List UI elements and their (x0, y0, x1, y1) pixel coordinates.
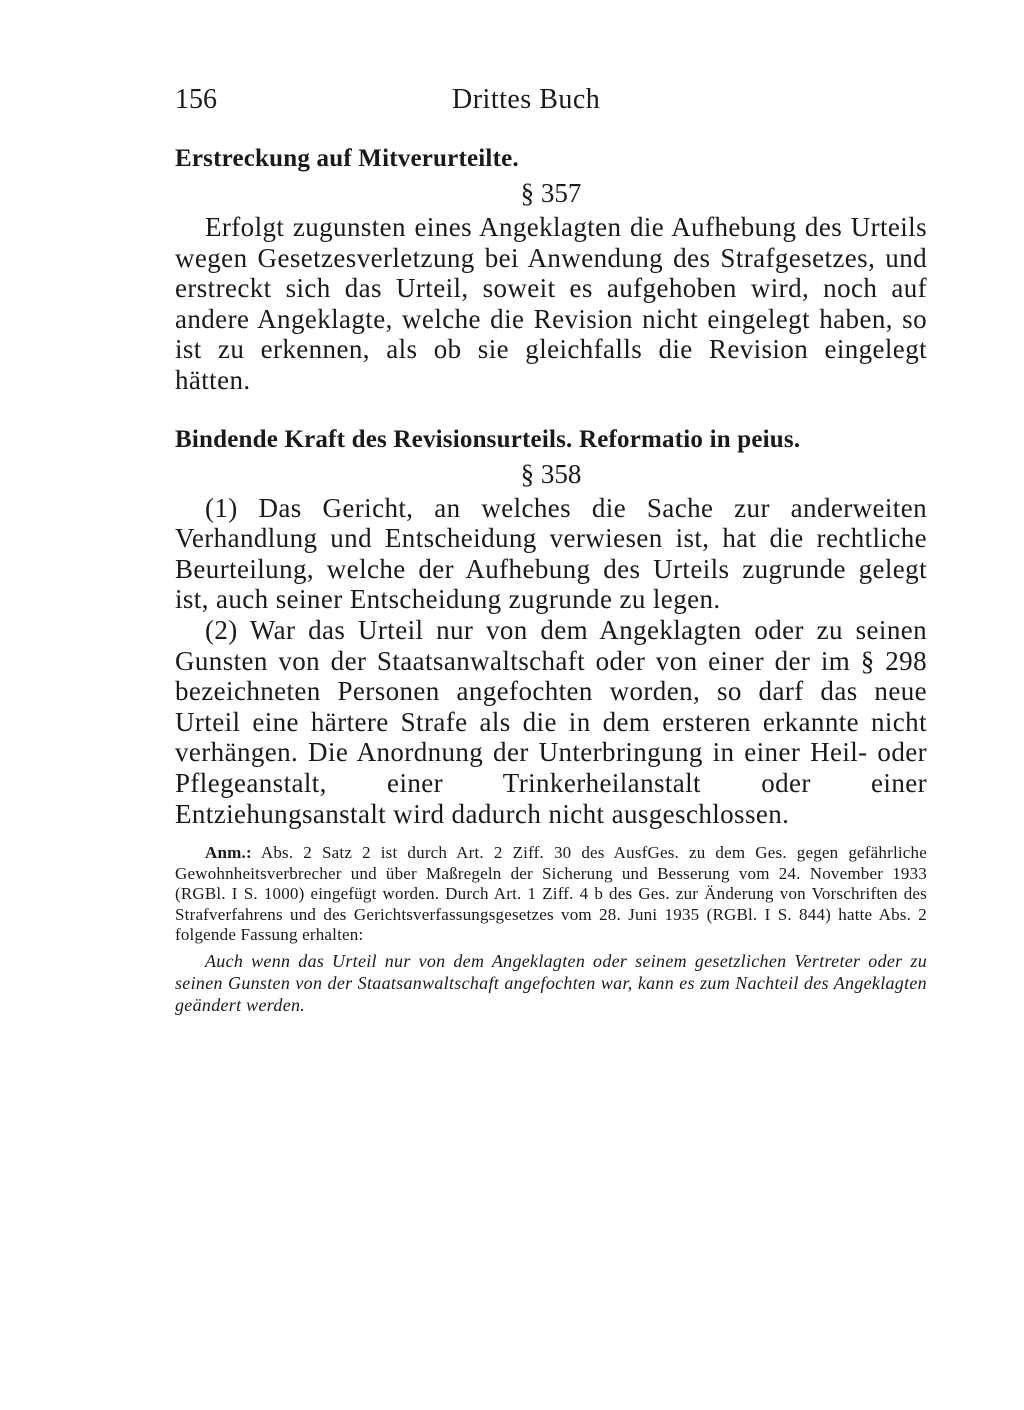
paragraph: (2) War das Urteil nur von dem Angeklagten oder zu seinen Gunsten von der Staatsanwaltschaft oder von einer der im § 298 bezeichneten Personen angefochten worden, so darf das neue Urteil eine härtere Strafe als die in dem ersteren erkannte nicht verhängen. Die Anordnung der Unterbringung in einer Heil- oder Pflegeanstalt, einer Trinkerheilanstalt oder einer Entziehungsanstalt wird dadurch nicht ausgeschlossen. (175, 614, 927, 829)
note-quote: Auch wenn das Urteil nur von dem Angeklagten oder seinem gesetzlichen Vertreter oder zu seinen Gunsten von der Staatsanwaltschaft angefochten war, kann es zum Nachteil des Angeklagten geändert werden. (175, 951, 927, 1016)
page-number: 156 (175, 84, 217, 115)
note-label: Anm.: (205, 843, 252, 863)
paragraph: Erfolgt zugunsten eines Angeklagten die Aufhebung des Urteils wegen Gesetzesverletzung bei Anwendung des Strafgesetzes, und erstreckt sich das Urteil, soweit es aufgehoben wird, noch auf andere Angeklagte, welche die Revision nicht eingelegt haben, so ist zu erkennen, als ob sie gleichfalls die Revision eingelegt hätten. (175, 212, 927, 395)
section-number: § 357 (520, 178, 582, 208)
section-heading: Erstreckung auf Mitverurteilte. (175, 145, 519, 172)
section-357 (175, 142, 927, 396)
section-358 (175, 423, 927, 830)
book-page (175, 78, 927, 1016)
note-text: Abs. 2 Satz 2 ist durch Art. 2 Ziff. 30 des AusfGes. zu dem Ges. gegen gefährliche Gewohnheitsverbrecher und über Maßregeln der Sicherung und Besserung vom 24. November 1933 (RGBl. I S. 1000) eingefügt worden. Durch Art. 1 Ziff. 4 b des Ges. zur Änderung von Vorschriften des Strafverfahrens und des Gerichtsverfassungsgesetzes vom 28. Juni 1935 (RGBl. I S. 844) hatte Abs. 2 folgende Fassung erhalten: (175, 843, 927, 945)
section-number: § 358 (520, 458, 582, 489)
section-heading: Bindende Kraft des Revisionsurteils. Reformatio in peius. (175, 425, 801, 453)
running-title: Drittes Buch (452, 84, 601, 115)
running-header (175, 78, 927, 122)
paragraph: (1) Das Gericht, an welches die Sache zur anderweiten Verhandlung und Entscheidung verwiesen ist, hat die rechtliche Beurteilung, welche der Aufhebung des Urteils zugrunde gelegt ist, auch seiner Entscheidung zugrunde zu legen. (175, 492, 927, 615)
annotation-note (175, 843, 927, 946)
